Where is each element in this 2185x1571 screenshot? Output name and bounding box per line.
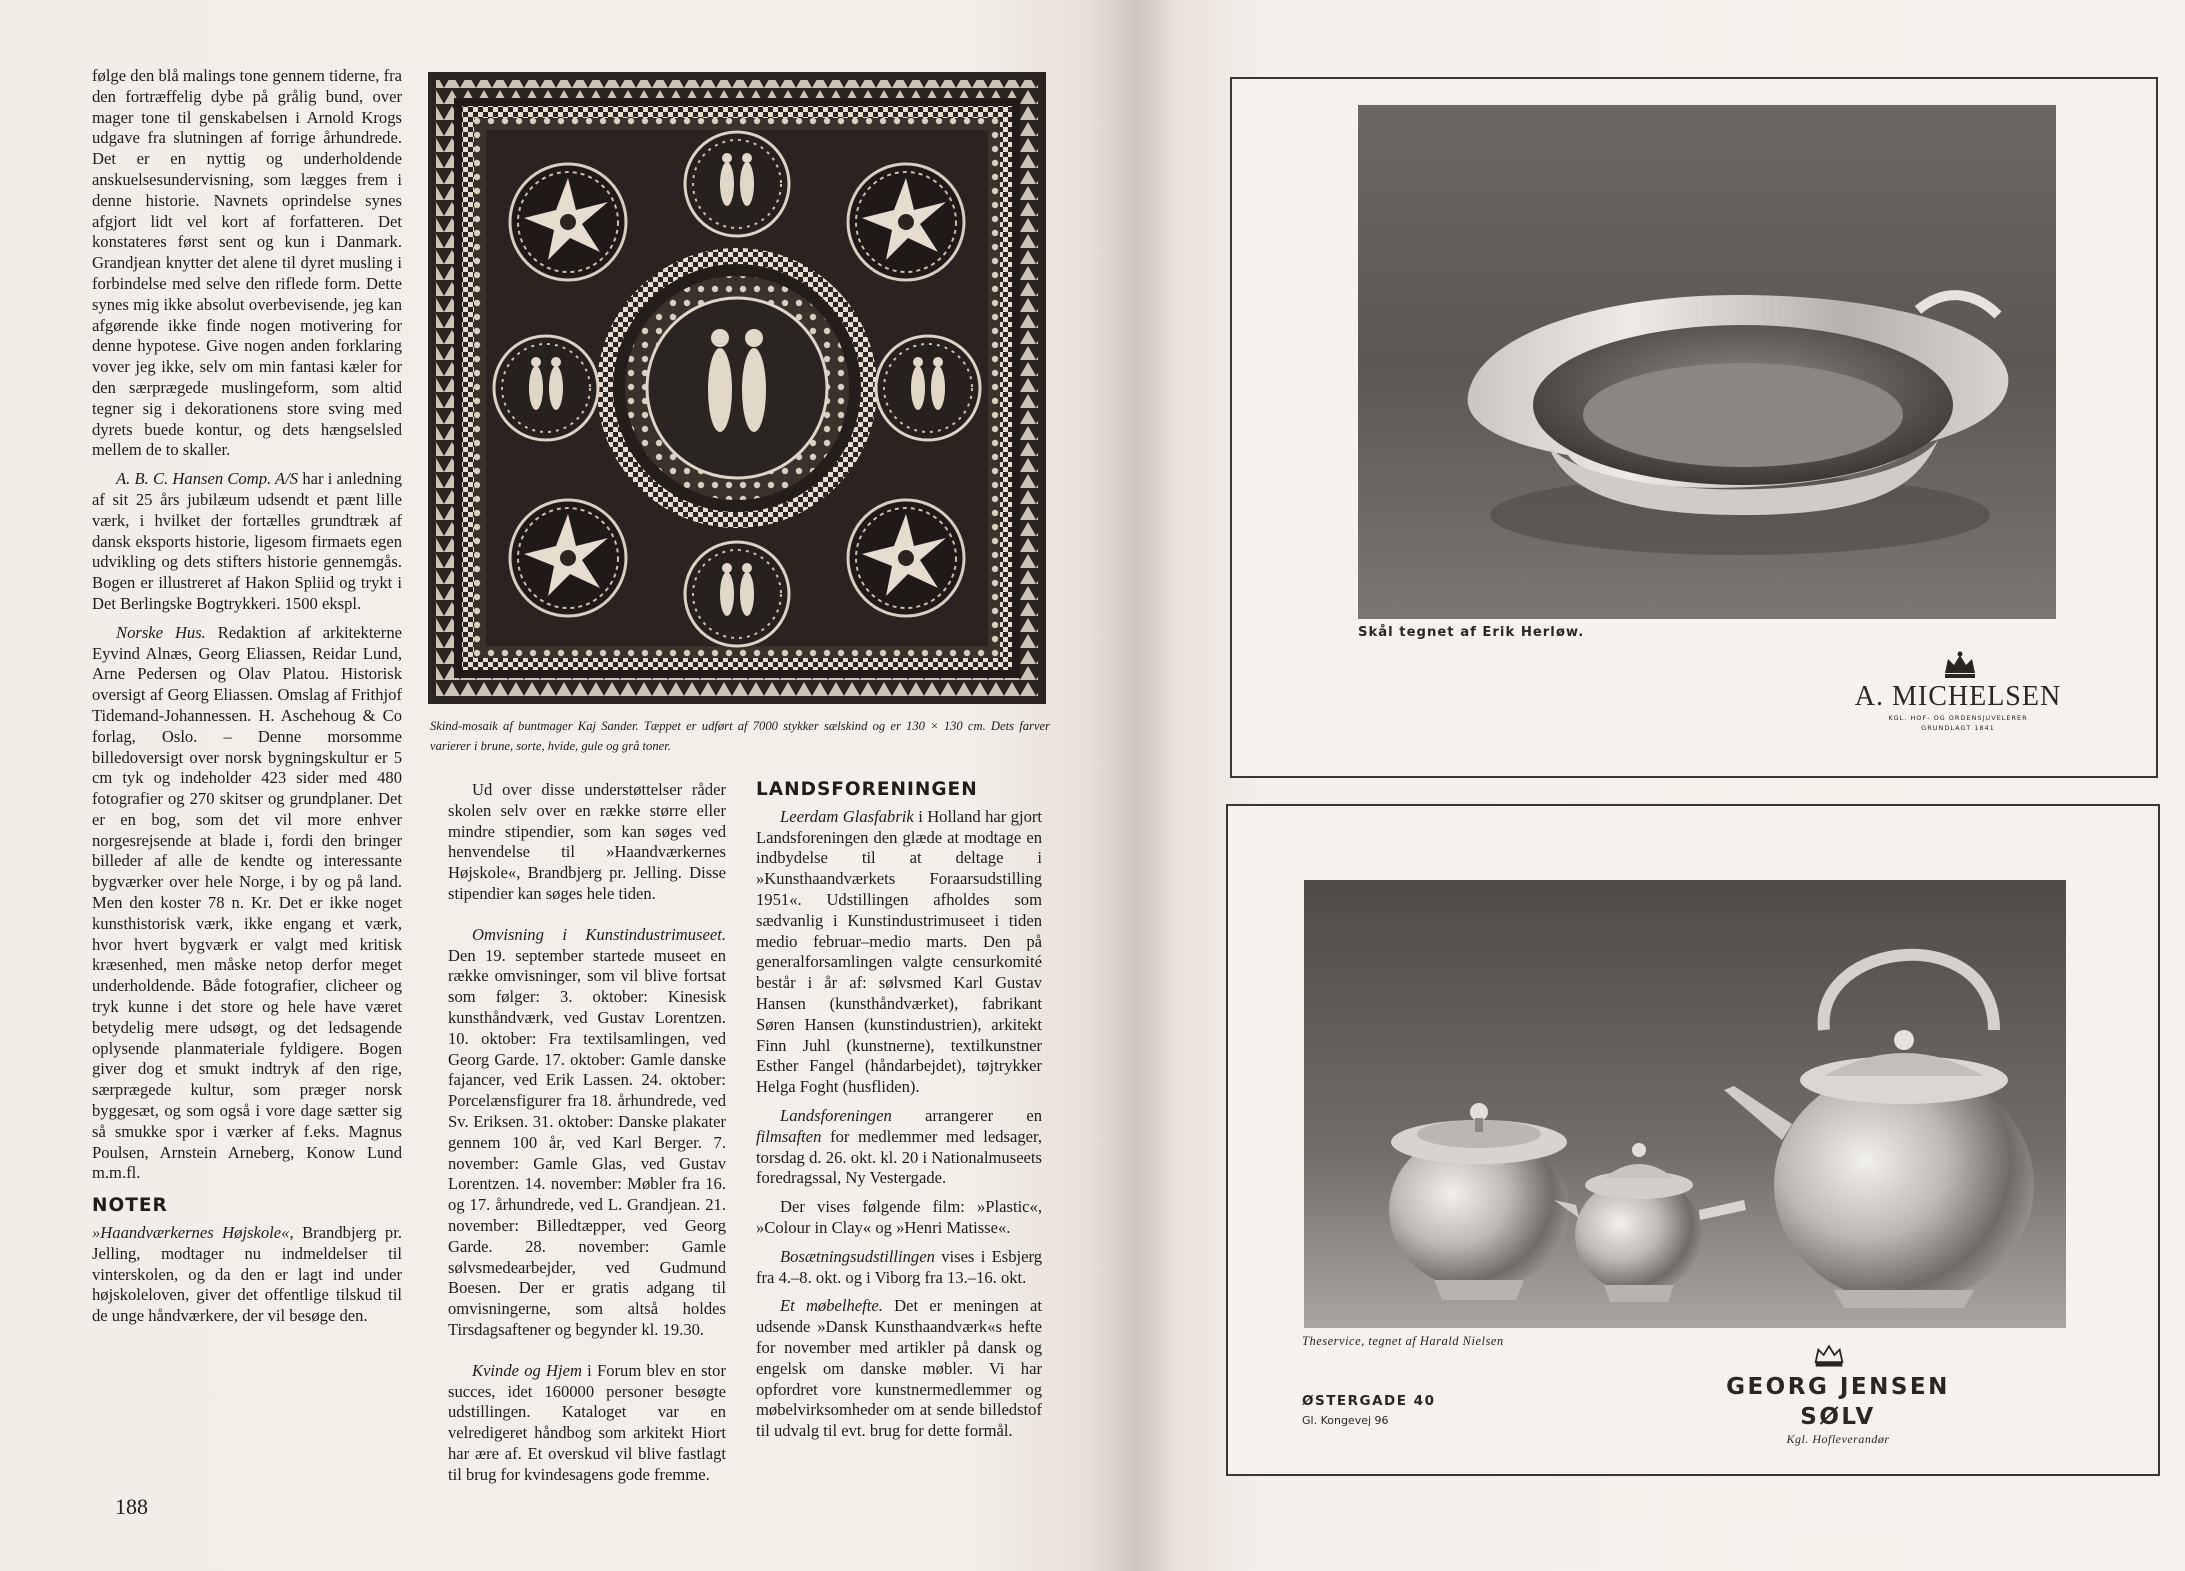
italic-lead-kvinde: Kvinde og Hjem — [472, 1360, 582, 1380]
italic-lead-omvisning: Omvisning i Kunstindustrimuseet. — [472, 924, 726, 944]
paragraph-kvinde-hjem — [448, 1361, 726, 1486]
paragraph-norske-body: Redaktion af arkitekterne Eyvind Alnæs, Georg Eliassen, Reidar Lund, Arne Pedersen og Olav Platou. Historisk oversigt af Georg Eliassen. Omslag af Frithjof Tidemand-Johannessen. H. Aschehoug & Co forlag, Oslo. – Denne morsomme billedoversigt over norsk bygningskultur er 5 cm tyk og indeholder 423 sider med 480 fotografier og 270 skitser og grundplaner. Det er en bog, som det vil more enhver norgesrejsende at blade i, fordi den bringer billeder af alle de kendte og interessante bygværker over hele Norge, i by og på land. Men den koster 78 n. Kr. Det er ikke noget kunsthistorisk værk, ikke engang et værk, hvor hvert bygværk er valgt med kritisk kræsenhed, men måske netop derfor meget underholdende. Både fotografier, clicheer og tryk kunne i det store og hele have været betydelig mere udsøgt, og det ledsagende oplysende planmateriale fyldigere. Bogen giver dog et smukt indtryk af den rige, særprægede kultur, som præger norsk byggesæt, og som også i vore dage sætter sig så smukke spor i værker af f.eks. Magnus Poulsen, Arnstein Arneberg, Konow Lund m.m.fl. — [92, 622, 402, 1183]
noter-heading: NOTER — [92, 1195, 168, 1217]
jensen-address-line1: ØSTERGADE 40 — [1302, 1393, 1436, 1409]
paragraph-omvisning — [448, 925, 726, 1341]
tea-service-photo — [1304, 880, 2066, 1328]
paragraph-musling: følge den blå malings tone gennem tiderne, fra den fortræffelig dybe på grålig bund, over mager tone til genskabelsen i Arnold Krogs udgave fra slutningen af forrige århundrede. Det er en nyttig og underholdende anskuelsesundervisning, som lægges frem i denne historie. Navnets oprindelse synes afgjort lidt vel kort af forfatteren. Det konstateres først sent og kun i Danmark. Grandjean knytter det alene til dyret musling i forbindelse med selve den riflede form. Dette synes mig ikke absolut overbevisende, jeg kan afgørende ikke finde nogen motivering for denne hypotese. Give nogen anden forklaring vover jeg ikke, selv om min fantasi kæler for den særprægede muslingeform, som altid tegner sig i dekorationens store sving med dyrets buede kontur, og dets hængselsled mellem de to skaller. — [92, 66, 402, 460]
landsforeningen-heading: LANDSFORENINGEN — [756, 779, 978, 800]
paragraph-stipendier: Ud over disse understøttelser råder skolen selv over en række større eller mindre stipendier, som kan søges ved henvendelse til »Haandværkernes Højskole«, Brandbjerg pr. Jelling. Disse stipendier kan søges hele tiden. — [448, 780, 726, 903]
italic-lead-abc: A. B. C. Hansen Comp. A/S — [116, 469, 299, 489]
italic-lead-bosaetning: Bosætningsudstillingen — [780, 1246, 935, 1266]
paragraph-norske-hus — [92, 623, 402, 1185]
crown-icon — [1942, 651, 1978, 679]
paragraph-hojskole-body: Brandbjerg pr. Jelling, modtager nu indmeldelser til vinterskolen, og da den er lagt ind under højskoleloven, giver det offentlige tilskud til de unge håndværkere, der vil besøge den. — [92, 1223, 402, 1326]
jensen-brand-sub: Kgl. Hofleverandør — [1786, 1432, 1890, 1446]
italic-lead-mobelhefte: Et møbelhefte. — [780, 1296, 883, 1316]
figure-caption: Skind-mosaik af buntmager Kaj Sander. Tæppet er udført af 7000 stykker sælskind og er 130 × 130 cm. Dets farver varierer i brune, sorte, hvide, gule og grå toner. — [430, 719, 1050, 753]
michelsen-brand — [1828, 681, 2088, 733]
crown-icon — [1813, 1342, 1845, 1368]
paragraph-mobelhefte — [756, 1296, 1042, 1442]
michelsen-brand-name: A. MICHELSEN — [1854, 681, 2062, 712]
skin-mosaic-illustration — [428, 72, 1046, 704]
paragraph-abc-body: har i anledning af sit 25 års jubilæum udsendt et pænt lille værk, i hvilket der fortælles grundtræk af dansk eksports historie, ligesom firmaets egen udvikling og dets stifters historie gennemgås. Bogen er illustreret af Hakon Spliid og trykt i Det Berlingske Bogtrykkeri. 1500 ekspl. — [92, 469, 402, 613]
text-column-1 — [92, 66, 402, 1335]
paragraph-leerdam-body: i Holland har gjort Landsforeningen den glæde at modtage en indbydelse til at deltage i »Kunsthaandværkets Foraarsudstilling 1951«. Udstillingen afholdes som sædvanlig i Kunstindustrimuseet i tiden medio februar–medio marts. Den på generalforsamlingen valgte censurkomité består i år af: sølvsmed Karl Gustav Hansen (kunsthåndværket), fabrikant Søren Hansen (kunstindustrien), arkitekt Finn Juhl (kunstnerne), textilkunstner Esther Fangel (håndarbejdet), tøjtrykker Helga Foght (husfliden). — [756, 806, 1042, 1097]
paragraph-omvisning-body: Den 19. september startede museet en række omvisninger, som vil blive fortsat som følger: 3. oktober: Kinesisk kunsthåndværk, ved Gustav Lorentzen. 10. oktober: Fra textilsamlingen, ved Georg Garde. 17. oktober: Gamle danske fajancer, ved Erik Lassen. 24. oktober: Porcelænsfigurer fra 18. århundrede, ved Sv. Eriksen. 31. oktober: Danske plakater gennem 100 år, ved Karl Berger. 7. november: Gamle Glas, ved Gustav Lorentzen. 14. november: Møbler fra 16. og 17. århundrede, ved L. Grandjean. 21. november: Billedtæpper, ved Georg Garde. 28. november: Gamle sølvsmedearbejder, ved Gudmund Boesen. Der er gratis adgang til omvisningerne, som altså holdes Tirsdagsaftener og begynder kl. 19.30. — [448, 945, 726, 1339]
italic-lead-landsforeningen: Landsforeningen — [780, 1105, 892, 1125]
page-number: 188 — [115, 1494, 148, 1519]
paragraph-film-list: Der vises følgende film: »Plastic«, »Colour in Clay« og »Henri Matisse«. — [756, 1197, 1042, 1237]
jensen-brand-name: GEORG JENSEN — [1726, 1374, 1950, 1400]
jensen-brand — [1688, 1372, 1988, 1447]
paragraph-filmsaften-mid: arrangerer en — [925, 1105, 1042, 1125]
text-column-3 — [756, 780, 1042, 1450]
michelsen-brand-sub1: KGL. HOF- OG ORDENSJUVELERER — [1888, 714, 2028, 722]
georg-jensen-advertisement — [1226, 804, 2160, 1476]
italic-lead-norske: Norske Hus. — [116, 622, 206, 642]
michelsen-caption: Skål tegnet af Erik Herløw. — [1358, 625, 1585, 640]
paragraph-kvinde-body: i Forum blev en stor succes, idet 160000 personer besøgte udstillingen. Kataloget var en velredigeret håndbog som arkitekt Hiort har ære af. Et overskud vil blive fastlagt til brug for kvindesagens gode fremme. — [448, 1360, 726, 1484]
paragraph-abc-hansen — [92, 469, 402, 615]
paragraph-filmsaften — [756, 1106, 1042, 1189]
paragraph-bosaetning — [756, 1247, 1042, 1289]
jensen-address-line2: Gl. Kongevej 96 — [1302, 1414, 1389, 1427]
italic-lead-filmsaften: filmsaften — [756, 1126, 822, 1146]
jensen-caption: Theservice, tegnet af Harald Nielsen — [1302, 1334, 1504, 1348]
michelsen-brand-sub2: GRUNDLAGT 1841 — [1921, 724, 1995, 732]
paragraph-bosaetning-body: vises i Esbjerg fra 4.–8. okt. og i Viborg fra 13.–16. okt. — [756, 1246, 1042, 1287]
skin-mosaic-image — [428, 72, 1046, 704]
michelsen-advertisement — [1230, 77, 2158, 778]
paragraph-filmsaften-body: for medlemmer med ledsager, torsdag d. 26. okt. kl. 20 i Nationalmuseets foredragssal, Ny Vestergade. — [756, 1126, 1042, 1188]
text-column-2 — [448, 780, 726, 1494]
jensen-address — [1302, 1390, 1435, 1430]
paragraph-mobelhefte-body: Det er meningen at udsende »Dansk Kunsthaandværk«s hefte for november med artikler på dansk og engelsk om danske møbler. Vi har opfordret vore kunstnermedlemmer og møbelvirksomheder om at sende billedstof til udvalg til evt. brug for dette formål. — [756, 1296, 1042, 1441]
paragraph-hojskole — [92, 1223, 402, 1327]
silver-bowl-photo — [1358, 105, 2056, 619]
jensen-brand-solv: SØLV — [1800, 1404, 1876, 1430]
italic-lead-leerdam: Leerdam Glasfabrik — [780, 806, 914, 826]
italic-lead-hojskole: »Haandværkernes Højskole«, — [92, 1223, 294, 1243]
paragraph-leerdam — [756, 807, 1042, 1098]
